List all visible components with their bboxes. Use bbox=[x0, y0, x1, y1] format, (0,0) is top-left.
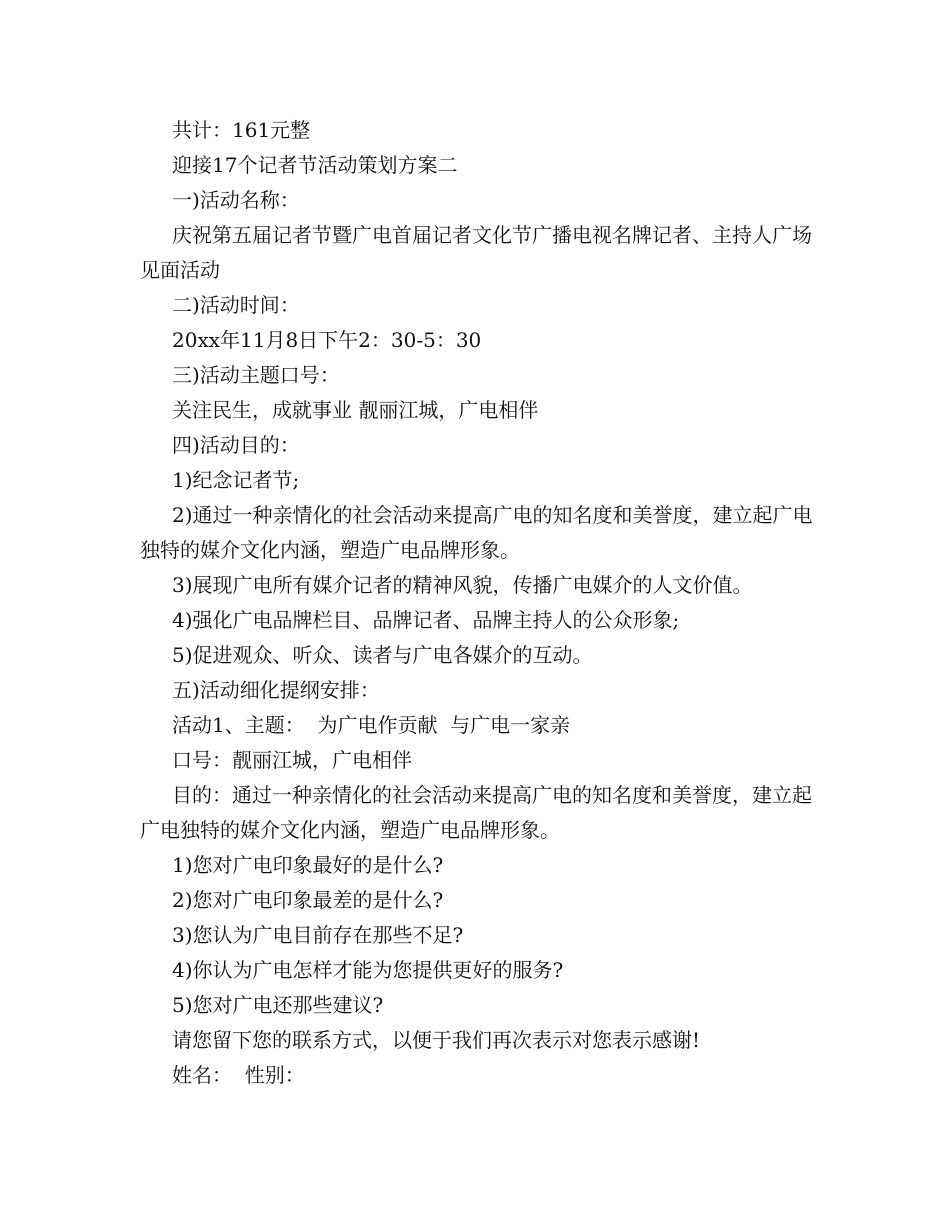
heading-activity-outline: 五)活动细化提纲安排： bbox=[172, 678, 380, 702]
purpose-item-3: 3)展现广电所有媒介记者的精神风貌，传播广电媒介的人文价值。 bbox=[172, 573, 753, 597]
survey-question-3: 3)您认为广电目前存在那些不足? bbox=[172, 923, 464, 947]
survey-question-2: 2)您对广电印象最差的是什么? bbox=[172, 888, 444, 912]
purpose-item-5: 5)促进观众、听众、读者与广电各媒介的互动。 bbox=[172, 643, 593, 667]
survey-question-5: 5)您对广电还那些建议? bbox=[172, 993, 384, 1017]
total-line: 共计：161元整 bbox=[172, 118, 311, 142]
form-name-gender: 姓名： 性别： bbox=[172, 1063, 305, 1087]
heading-activity-name: 一)活动名称： bbox=[172, 188, 300, 212]
purpose-item-4: 4)强化广电品牌栏目、品牌记者、品牌主持人的公众形象; bbox=[172, 608, 680, 632]
activity-1-theme: 活动1、主题： 为广电作贡献 与广电一家亲 bbox=[172, 713, 571, 737]
heading-activity-purpose: 四)活动目的： bbox=[172, 433, 300, 457]
activity-1-slogan: 口号：靓丽江城，广电相伴 bbox=[172, 748, 412, 772]
heading-activity-time: 二)活动时间： bbox=[172, 293, 300, 317]
section-title: 迎接17个记者节活动策划方案二 bbox=[172, 153, 458, 177]
activity-name-text: 庆祝第五届记者节暨广电首届记者文化节广播电视名牌记者、主持人广场见面活动 bbox=[140, 223, 812, 282]
heading-theme-slogan: 三)活动主题口号： bbox=[172, 363, 340, 387]
theme-slogan-text: 关注民生，成就事业 靓丽江城，广电相伴 bbox=[172, 398, 539, 422]
contact-request: 请您留下您的联系方式，以便于我们再次表示对您表示感谢! bbox=[172, 1028, 701, 1052]
document-body bbox=[140, 113, 816, 1093]
purpose-item-1: 1)纪念记者节; bbox=[172, 468, 300, 492]
activity-1-purpose: 目的：通过一种亲情化的社会活动来提高广电的知名度和美誉度，建立起广电独特的媒介文化内涵，塑造广电品牌形象。 bbox=[140, 783, 812, 842]
survey-question-1: 1)您对广电印象最好的是什么? bbox=[172, 853, 444, 877]
activity-time-text: 20xx年11月8日下午2：30-5：30 bbox=[172, 328, 482, 352]
purpose-item-2: 2)通过一种亲情化的社会活动来提高广电的知名度和美誉度，建立起广电独特的媒介文化内涵，塑造广电品牌形象。 bbox=[140, 503, 813, 562]
survey-question-4: 4)你认为广电怎样才能为您提供更好的服务? bbox=[172, 958, 564, 982]
